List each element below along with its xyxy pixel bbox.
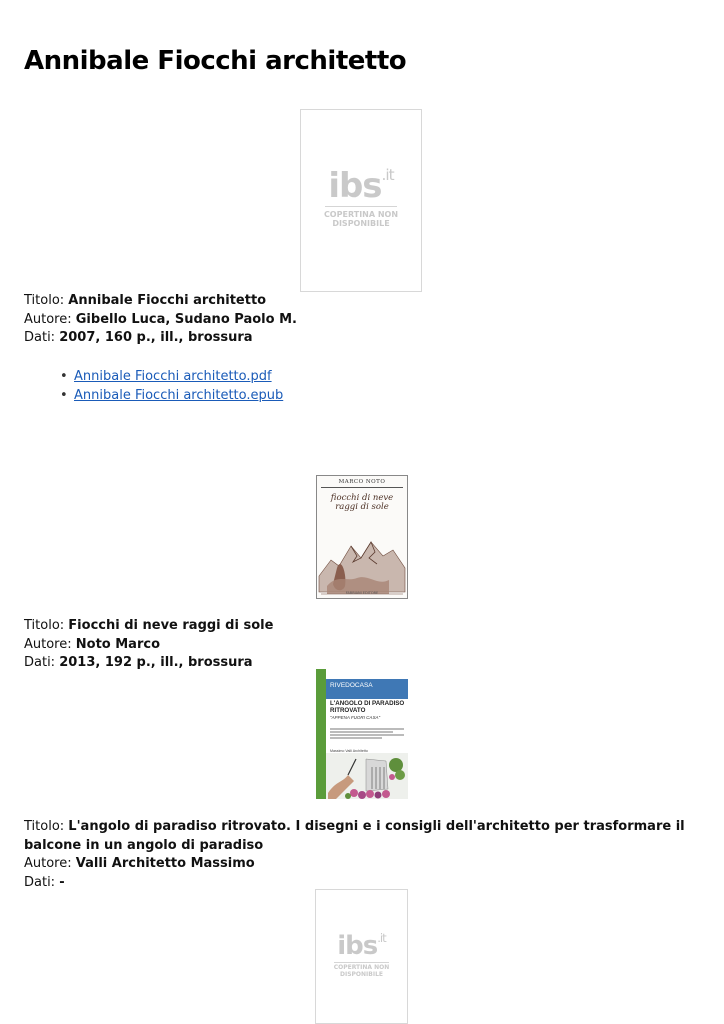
book-data-row: Dati: -	[24, 874, 65, 890]
book-data-row: Dati: 2007, 160 p., ill., brossura	[24, 330, 253, 345]
book-title-row: Titolo: Fiocchi di neve raggi di sole	[24, 618, 274, 633]
download-links	[60, 368, 283, 405]
cover-author: Massimo Valli Architetto	[330, 749, 368, 753]
cover-brand: RIVEDOCASA	[330, 682, 373, 689]
book-data: 2013, 192 p., ill., brossura	[59, 655, 253, 670]
book-meta	[24, 617, 700, 673]
cover-author: MARCO NOTO	[338, 479, 386, 485]
cover-unavailable-text: DISPONIBILE	[332, 219, 390, 229]
list-item	[60, 387, 283, 406]
list-item	[60, 368, 283, 387]
cover-quote: "APPENA FUORI CASA"	[330, 715, 381, 720]
ibs-logo: ibs$^{.it}$	[337, 931, 386, 961]
book-title: L'angolo di paradiso ritrovato. I disegni e i consigli dell'architetto per trasformare il balcone in un angolo di paradiso	[24, 819, 685, 853]
balcony-illustration	[326, 753, 408, 799]
book-data-row: Dati: 2013, 192 p., ill., brossura	[24, 655, 253, 670]
book-cover	[316, 669, 408, 799]
cover-unavailable-text: COPERTINA NON	[333, 964, 390, 971]
book-data: 2007, 160 p., ill., brossura	[59, 330, 253, 345]
cover-unavailable-text: COPERTINA NON	[323, 210, 399, 219]
ibs-logo: ibs$^{.it}$	[328, 166, 394, 206]
book-title: Annibale Fiocchi architetto	[68, 293, 267, 308]
book-data: -	[59, 874, 65, 890]
page-title: Annibale Fiocchi architetto	[24, 46, 407, 76]
book-meta	[24, 818, 700, 892]
pdf-download-link[interactable]: Annibale Fiocchi architetto.pdf	[74, 369, 272, 384]
book-author: Gibello Luca, Sudano Paolo M.	[75, 311, 297, 327]
book-meta	[24, 292, 700, 348]
book-title: Fiocchi di neve raggi di sole	[68, 618, 274, 633]
mountain-illustration	[317, 512, 407, 599]
book-author: Valli Architetto Massimo	[75, 856, 255, 871]
book-cover-placeholder	[315, 889, 408, 1024]
book-title-row: Titolo: L'angolo di paradiso ritrovato. I disegni e i consigli dell'architetto per trasformare il balcone in un angolo di paradiso	[24, 819, 685, 853]
book-author-row: Autore: Noto Marco	[24, 636, 161, 652]
book-author: Noto Marco	[75, 636, 161, 652]
book-author-row: Autore: Gibello Luca, Sudano Paolo M.	[24, 311, 297, 327]
book-cover-placeholder	[300, 109, 422, 292]
epub-download-link[interactable]: Annibale Fiocchi architetto.epub	[74, 387, 284, 403]
book-cover: MARCO NOTO fiocchi di neve raggi di sole FABBIANI EDITORE	[316, 475, 408, 599]
cover-title: fiocchi di neve raggi di sole	[330, 493, 394, 512]
cover-title: L'ANGOLO DI PARADISO RITROVATO	[330, 700, 405, 714]
cover-unavailable-text: DISPONIBILE	[339, 970, 383, 978]
book-author-row: Autore: Valli Architetto Massimo	[24, 856, 255, 871]
book-title-row: Titolo: Annibale Fiocchi architetto	[24, 293, 267, 308]
